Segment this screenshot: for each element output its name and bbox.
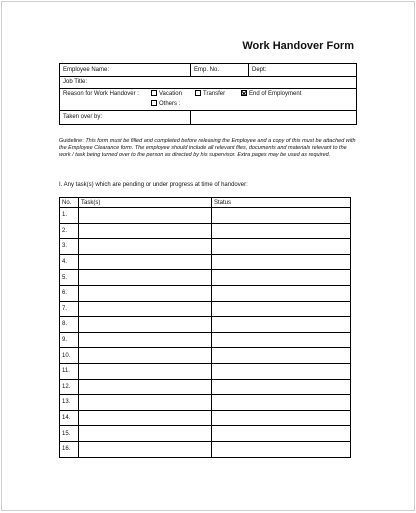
status-cell[interactable] (212, 301, 351, 317)
task-cell[interactable] (79, 363, 212, 379)
vacation-label: Vacation (159, 91, 182, 97)
task-cell[interactable] (79, 317, 212, 333)
table-row (60, 285, 351, 301)
table-row (60, 348, 351, 364)
row-number: 4. (60, 254, 79, 270)
table-row (60, 441, 351, 457)
guideline-label: Guideline: (59, 138, 84, 144)
taken-over-by-field[interactable] (60, 110, 193, 124)
reason-label: Reason for Work Handover : (63, 91, 139, 97)
table-row (60, 363, 351, 379)
task-cell[interactable] (79, 379, 212, 395)
task-cell[interactable] (79, 332, 212, 348)
task-cell[interactable] (79, 270, 212, 286)
table-row (60, 254, 351, 270)
status-cell[interactable] (212, 441, 351, 457)
header-no: No. (60, 198, 79, 208)
transfer-checkbox[interactable] (195, 90, 201, 96)
info-row-taken-over (60, 110, 356, 124)
taken-over-by-label: Taken over by: (63, 114, 103, 120)
task-cell[interactable] (79, 410, 212, 426)
table-row (60, 223, 351, 239)
task-cell[interactable] (79, 208, 212, 224)
form-page (1, 1, 415, 511)
info-row-reason (60, 88, 356, 111)
guideline-body: This form must be filled and completed before releasing the Employee and a copy of this must be attached with the Employee Clearance form. The employee should include all relevant files, documents and materials relevant to the work / task being turned over to the person as directed by his supervisor. Extra pages may be used as required. (59, 138, 356, 158)
row-number: 13. (60, 395, 79, 411)
row-number: 16. (60, 441, 79, 457)
row-number: 9. (60, 332, 79, 348)
table-row (60, 239, 351, 255)
header-status: Status (212, 198, 351, 208)
header-tasks: Task(s) (79, 198, 212, 208)
status-cell[interactable] (212, 410, 351, 426)
status-cell[interactable] (212, 254, 351, 270)
taken-over-by-value[interactable] (190, 110, 356, 124)
vacation-checkbox[interactable] (151, 90, 157, 96)
status-cell[interactable] (212, 395, 351, 411)
table-row (60, 379, 351, 395)
table-row (60, 410, 351, 426)
task-cell[interactable] (79, 254, 212, 270)
task-cell[interactable] (79, 395, 212, 411)
status-cell[interactable] (212, 285, 351, 301)
table-row (60, 395, 351, 411)
row-number: 12. (60, 379, 79, 395)
row-number: 15. (60, 426, 79, 442)
row-number: 3. (60, 239, 79, 255)
emp-no-label: Emp. No. (194, 67, 220, 73)
row-number: 1. (60, 208, 79, 224)
job-title-field[interactable] (60, 76, 356, 88)
row-number: 7. (60, 301, 79, 317)
task-cell[interactable] (79, 348, 212, 364)
status-cell[interactable] (212, 317, 351, 333)
task-cell[interactable] (79, 239, 212, 255)
table-row (60, 270, 351, 286)
table-header-row (60, 198, 351, 208)
task-cell[interactable] (79, 301, 212, 317)
job-title-label: Job Title: (63, 79, 88, 85)
status-cell[interactable] (212, 223, 351, 239)
transfer-label: Transfer (203, 91, 226, 97)
vacation-option[interactable] (149, 89, 182, 99)
status-cell[interactable] (212, 208, 351, 224)
table-row (60, 301, 351, 317)
status-cell[interactable] (212, 348, 351, 364)
others-label: Others : (159, 101, 181, 107)
row-number: 10. (60, 348, 79, 364)
status-cell[interactable] (212, 270, 351, 286)
guideline-text (59, 138, 357, 159)
row-number: 2. (60, 223, 79, 239)
employee-info-box (59, 63, 357, 125)
transfer-option[interactable] (193, 89, 225, 99)
task-cell[interactable] (79, 285, 212, 301)
employee-name-field[interactable] (60, 64, 193, 76)
end-of-employment-checkbox[interactable] (241, 90, 247, 96)
status-cell[interactable] (212, 332, 351, 348)
task-cell[interactable] (79, 441, 212, 457)
row-number: 11. (60, 363, 79, 379)
row-number: 8. (60, 317, 79, 333)
end-of-employment-label: End of Employment (249, 91, 302, 97)
status-cell[interactable] (212, 239, 351, 255)
pending-tasks-question: I. Any task(s) which are pending or under progress at time of handover: (59, 182, 248, 188)
end-of-employment-option[interactable] (239, 89, 301, 99)
row-number: 5. (60, 270, 79, 286)
dept-label: Dept: (252, 67, 267, 73)
table-row (60, 317, 351, 333)
employee-name-label: Employee Name: (63, 67, 110, 73)
status-cell[interactable] (212, 379, 351, 395)
dept-field[interactable] (248, 64, 356, 76)
table-row (60, 208, 351, 224)
task-cell[interactable] (79, 426, 212, 442)
status-cell[interactable] (212, 426, 351, 442)
emp-no-field[interactable] (190, 64, 252, 76)
status-cell[interactable] (212, 363, 351, 379)
row-number: 6. (60, 285, 79, 301)
table-row (60, 332, 351, 348)
row-number: 14. (60, 410, 79, 426)
task-cell[interactable] (79, 223, 212, 239)
others-option[interactable] (149, 99, 180, 109)
others-checkbox[interactable] (151, 100, 157, 106)
tasks-table (59, 197, 351, 458)
form-title: Work Handover Form (242, 40, 354, 52)
table-row (60, 426, 351, 442)
